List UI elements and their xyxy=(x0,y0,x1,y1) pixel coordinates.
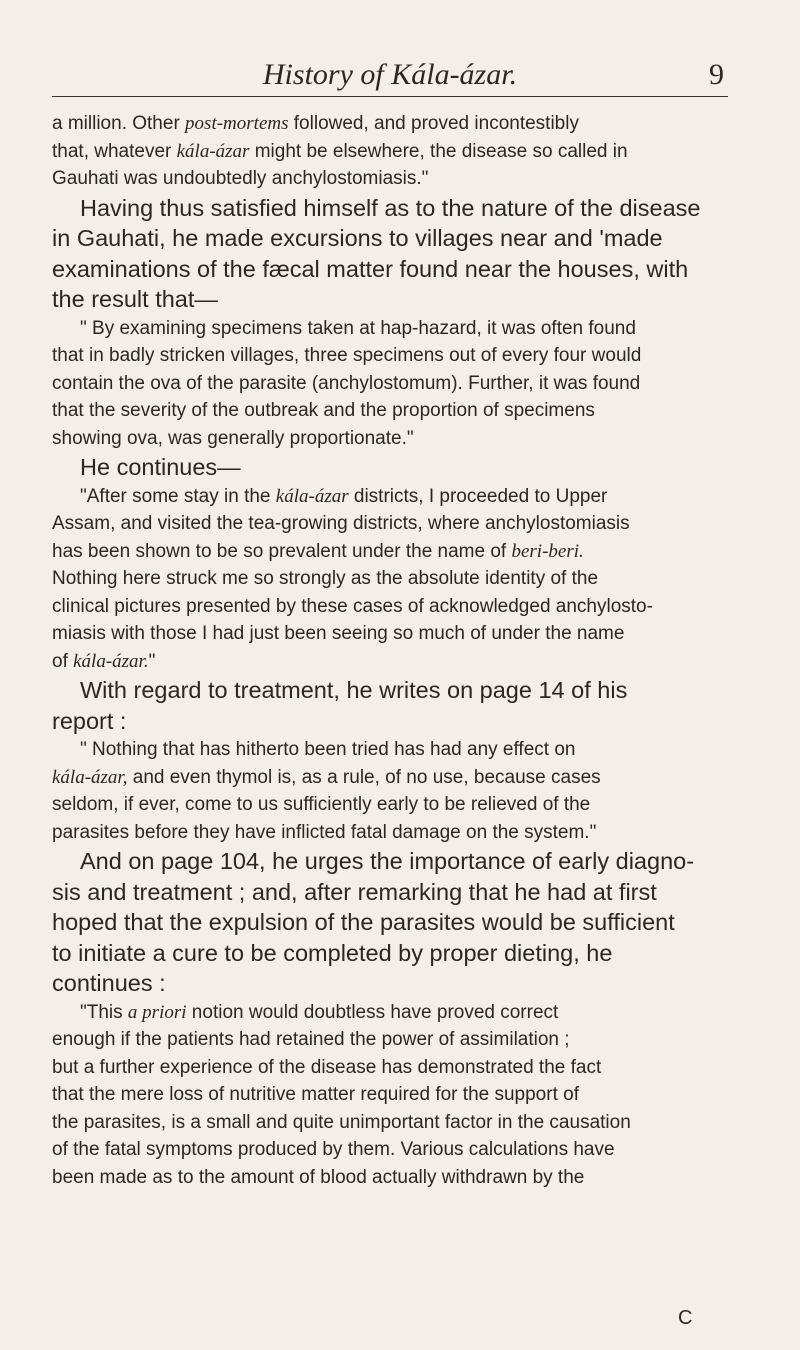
text-run: notion would doubtless have proved correct xyxy=(186,1001,559,1023)
paragraph-quote-end xyxy=(52,110,732,193)
paragraph-quote xyxy=(52,999,732,1192)
text-line xyxy=(52,764,732,792)
text-line: contain the ova of the parasite (anchylostomum). Further, it was found xyxy=(52,372,641,394)
text-line: And on page 104, he urges the importance of early diagno- xyxy=(80,848,695,874)
text-line xyxy=(52,648,732,676)
page-header xyxy=(52,40,728,97)
text-line: showing ova, was generally proportionate." xyxy=(52,427,414,449)
text-line: miasis with those I had just been seeing so much of under the name xyxy=(52,623,625,644)
text-line: in Gauhati, he made excursions to villages near and 'made xyxy=(52,225,663,251)
paragraph-quote xyxy=(52,315,732,453)
italic-term: kála-ázar. xyxy=(73,650,149,672)
italic-term: a priori xyxy=(127,1001,187,1023)
text-run: followed, and proved incontestibly xyxy=(288,113,579,134)
paragraph-quote xyxy=(52,483,732,676)
text-line: the result that— xyxy=(52,286,218,312)
text-line: been made as to the amount of blood actually withdrawn by the xyxy=(52,1166,585,1188)
text-run: a million. Other xyxy=(52,113,186,134)
text-line: that in badly stricken villages, three specimens out of every four would xyxy=(52,345,642,366)
text-line: Gauhati was undoubtedly anchylostomiasis." xyxy=(52,168,429,189)
text-line: " Nothing that has hitherto been tried has had any effect on xyxy=(80,739,576,760)
text-line: that the severity of the outbreak and the proportion of specimens xyxy=(52,400,595,421)
text-line: seldom, if ever, come to us sufficiently early to be relieved of the xyxy=(52,794,591,815)
text-run: that, whatever xyxy=(52,140,177,162)
italic-term: beri-beri. xyxy=(511,540,584,562)
text-line: enough if the patients had retained the power of assimilation ; xyxy=(52,1029,570,1050)
text-line: examinations of the fæcal matter found near the houses, with xyxy=(52,255,689,282)
italic-term: kála-ázar xyxy=(176,140,250,162)
text-line: Nothing here struck me so strongly as the absolute identity of the xyxy=(52,568,599,589)
text-line: clinical pictures presented by these cases of acknowledged anchylosto- xyxy=(52,595,653,617)
text-run: districts, I proceeded to Upper xyxy=(348,485,608,507)
paragraph-quote xyxy=(52,736,732,846)
text-run: and even thymol is, as a rule, of no use, because cases xyxy=(127,766,601,788)
text-line: that the mere loss of nutritive matter required for the support of xyxy=(52,1084,579,1105)
text-run: of xyxy=(52,650,74,672)
text-line xyxy=(52,483,732,511)
page-number: 9 xyxy=(709,58,724,91)
text-line xyxy=(52,138,732,166)
running-title: History of Kála-ázar. xyxy=(262,58,518,91)
text-line: Assam, and visited the tea-growing districts, where anchylostomiasis xyxy=(52,513,630,534)
signature-mark: C xyxy=(678,1307,693,1329)
text-line: Having thus satisfied himself as to the nature of the disease xyxy=(80,194,701,221)
paragraph-narrative xyxy=(52,193,732,315)
text-line: sis and treatment ; and, after remarking that he had at first xyxy=(52,878,657,905)
text-line: the parasites, is a small and quite unimportant factor in the causation xyxy=(52,1111,631,1133)
text-line: to initiate a cure to be completed by proper dieting, he xyxy=(52,939,613,966)
italic-term: kála-ázar xyxy=(275,485,349,507)
text-line: hoped that the expulsion of the parasites would be sufficient xyxy=(52,909,675,935)
text-run: "After some stay in the xyxy=(80,485,276,507)
text-line xyxy=(52,538,732,566)
text-line: of the fatal symptoms produced by them. Various calculations have xyxy=(52,1139,615,1160)
page-body xyxy=(52,110,732,1191)
text-run: "This xyxy=(80,1001,128,1023)
text-run: might be elsewhere, the disease so called in xyxy=(249,140,628,162)
italic-term: kála-ázar, xyxy=(52,766,128,788)
text-line: He continues— xyxy=(80,454,241,480)
text-line xyxy=(52,999,732,1027)
paragraph-narrative xyxy=(52,452,732,483)
text-line: With regard to treatment, he writes on page 14 of his xyxy=(80,677,628,703)
text-line: " By examining specimens taken at hap-hazard, it was often found xyxy=(80,317,636,339)
text-line: continues : xyxy=(52,970,166,996)
paragraph-narrative xyxy=(52,846,732,999)
paragraph-narrative xyxy=(52,675,732,736)
text-line: report : xyxy=(52,707,127,734)
text-run: " xyxy=(148,650,156,672)
italic-term: post-mortems xyxy=(185,113,289,134)
text-line: parasites before they have inflicted fatal damage on the system." xyxy=(52,821,597,843)
text-line: but a further experience of the disease has demonstrated the fact xyxy=(52,1056,602,1078)
text-line xyxy=(52,110,732,138)
text-run: has been shown to be so prevalent under the name of xyxy=(52,540,512,562)
